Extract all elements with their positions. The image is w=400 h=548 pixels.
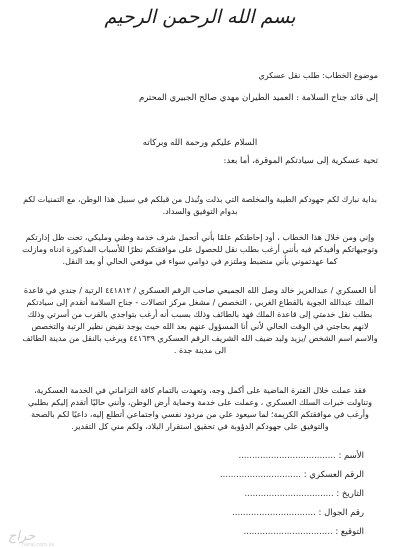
letter-recipient: إلى قائد جناح السلامة : العميد الطيران مهدي صالح الجبيري المحترم (138, 93, 378, 103)
paragraph-request: وإني ومن خلال هذا الخطاب ، أود إحاطتكم علمًا بأني أتحمل شرف خدمة وطني ومليكي، تحت ظل إدارتكم وتوجيهاتكم وأفيدكم فيه بأنني أرغب بطلب نقل للحصول على موافقتكم نظرًا للأسباب المذكورة ادناه ومازلت كما عهدتموني بأني منضبط وملتزم في دوامي سواء في موقعي الحالي أو بعد النقل. (22, 233, 378, 266)
field-name-blank: .................................... (238, 451, 336, 461)
watermark-url: haraj.com.sa (22, 542, 55, 548)
field-military-number-label: الرقم العسكري : (303, 470, 364, 480)
field-signature (22, 523, 364, 542)
signature-fields (22, 447, 364, 542)
field-mobile (22, 504, 364, 523)
field-signature-label: التوقيع : (335, 527, 364, 537)
field-name-label: الأسم : (338, 451, 364, 461)
basmala-heading: بسم الله الرحمن الرحيم (104, 6, 296, 28)
watermark-logo: حراج (8, 529, 36, 544)
field-military-number (22, 466, 364, 485)
field-military-number-blank: .............................. (219, 470, 301, 480)
field-date-label: التاريخ : (336, 489, 364, 499)
field-mobile-label: رقم الجوال : (318, 508, 364, 518)
field-mobile-blank: ............................... (232, 508, 316, 518)
field-date (22, 485, 364, 504)
salutation: السلام عليكم ورحمة الله وبركاته (142, 138, 258, 148)
field-date-blank: ................................. (244, 489, 334, 499)
paragraph-intro: بداية نبارك لكم جهودكم الطيبة والمخلصة التي بذلت وتُبذل من قبلكم في سبيل هذا الوطن، مع التمنيات لكم بدوام التوفيق والسداد. (23, 195, 377, 216)
field-name (22, 447, 364, 466)
paragraph-closing: فقد عملت خلال الفترة الماضية على أكمل وجه، وتعهدت بالتمام كافة التزاماتي في الخدمة العسكرية، وتناولت خبرات السلك العسكري ، وعملت على خدمة وحماية أرض الوطن، وأنني حاليًا أتقدم إليكم بطلبي وأرغب في موافقتكم الكريمة؛ لما سيعود علي من مردود نفسي واجتماعي أتطلع إليه، داعيًا لكم بالصحة والتوفيق على جهودكم الدؤوبة في تحقيق استقرار البلاد، ولكم مني كل التقدير. (28, 386, 372, 431)
paragraph-details: أنا العسكري / عبدالعزيز خالد وصل الله الجميعي صاحب الرقم العسكري / ٤٤١٨١٢ الرتبة / جندي في قاعدة الملك عبدالله الجوية بالقطاع الغربي ، التخصص / مشغل مركز اتصالات - جناح السلامة أتقدم إلى سيادتكم بطلب نقل خدمتي إلى قاعدة الملك فهد بالطائف وذلك بسبب أنه أرغب بتواجدي بالقرب من أسرتي وذلك لانهم بحاجتي في الوقت الحالي لأني أنا المسؤول عنهم بعد الله حيث يوجد نقيض نظير الرتبة والتخصص والاسم اسم الشخص /يزيد وليد ضيف الله الشريف الرقم العسكري ٤٤١٦٣٩ ويرغب بالنقل من مدينة الطائف الى مدينة جدة . (22, 286, 378, 355)
greeting-line: تحية عسكرية إلى سيادتكم الموقرة، أما بعد: (223, 156, 378, 166)
field-signature-blank: ................................. (243, 527, 333, 537)
letter-subject: موضوع الخطاب: طلب نقل عسكري (258, 71, 378, 80)
